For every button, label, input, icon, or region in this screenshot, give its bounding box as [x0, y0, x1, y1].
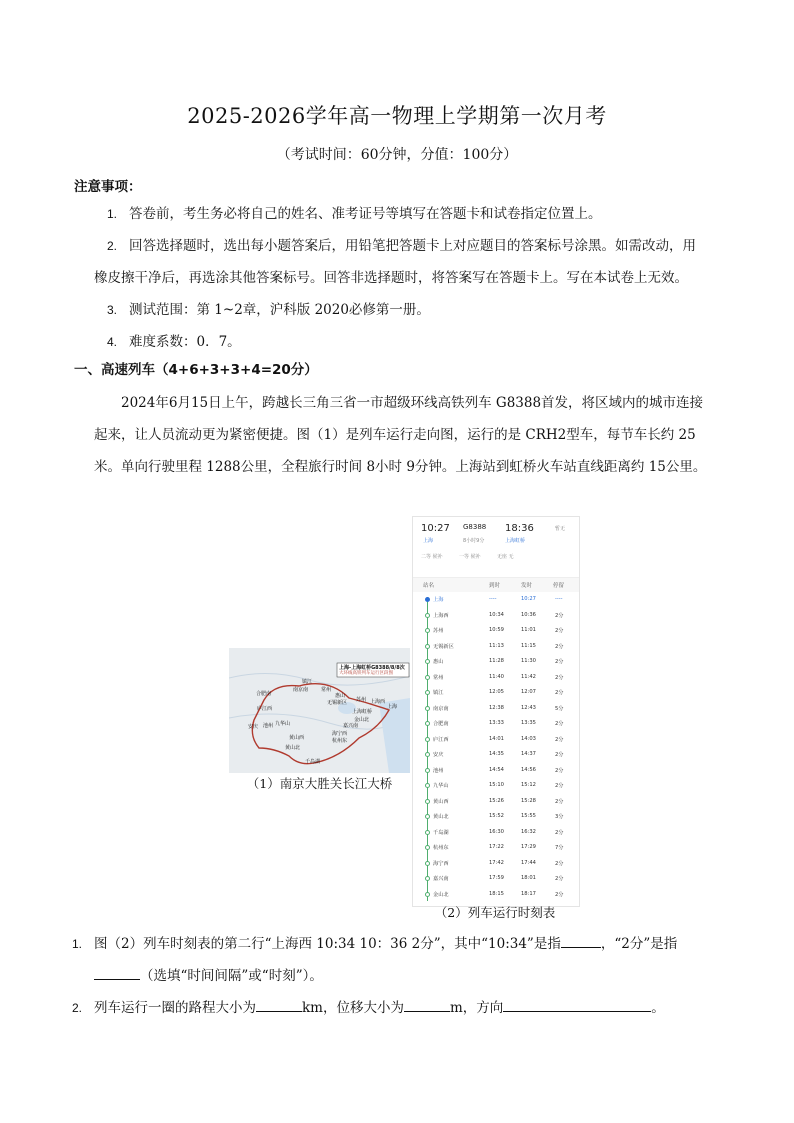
stop-duration: 3分	[555, 814, 564, 820]
city-label: 九华山	[275, 721, 291, 727]
map-subtitle: 大环线高铁列车运行区段图	[339, 671, 393, 676]
station-dot-icon	[425, 814, 430, 819]
station-name: 合肥南	[433, 721, 449, 727]
section-paragraph: 2024年6月15日上午，跨越长三角三省一市超级环线高铁列车 G8388首发，将区域内的城市连接起来，让人员流动更为紧密便捷。图（1）是列车运行走向图，运行的是 CRH2型车，每节车长约 25米。单向行驶里程 1288公里，全程旅行时间 8小时 9分钟。上海站到虹桥火车站直线距离约 15公里。	[94, 395, 707, 475]
trip-duration: 8小时9分	[463, 538, 485, 544]
depart-time: 17:29	[521, 844, 536, 850]
arrive-time: 14:54	[489, 766, 504, 773]
station-name: 上海	[433, 597, 444, 603]
station-dot-icon	[425, 783, 430, 788]
stop-duration: 2分	[555, 767, 564, 774]
origin-station: 上海	[423, 538, 434, 544]
station-name: 常州	[433, 674, 444, 681]
city-label: 金山北	[354, 717, 370, 723]
arrive-time: 15:52	[489, 813, 504, 819]
city-label: 杭州东	[332, 738, 348, 744]
answer-blank[interactable]	[404, 997, 450, 1012]
depart-time: 10:27	[521, 596, 536, 602]
figure2-caption: （2）列车运行时刻表	[434, 905, 556, 920]
station-name: 池州	[433, 767, 444, 774]
city-label: 上海	[387, 704, 398, 710]
stop-duration: 2分	[555, 829, 564, 836]
answer-blank[interactable]	[561, 933, 601, 948]
stop-duration: 2分	[555, 752, 564, 758]
station-name: 千岛湖	[433, 829, 449, 836]
arrive-time: 18:15	[489, 890, 504, 897]
route-map-image	[229, 648, 410, 773]
depart-time: 10:36	[521, 611, 536, 618]
timetable-row	[413, 763, 579, 779]
column-header: 到时	[489, 583, 501, 589]
arrive-time: 15:10	[489, 782, 504, 788]
timetable-rows	[413, 592, 579, 907]
depart-time: 16:32	[521, 828, 536, 835]
station-name: 嘉兴南	[433, 876, 449, 882]
notice-item: 1. 答卷前，考生务必将自己的姓名、准考证号等填写在答题卡和试卷指定位置上。	[107, 206, 602, 222]
station-dot-icon	[425, 706, 430, 711]
timetable-header	[413, 517, 579, 578]
depart-time: 14:37	[521, 751, 536, 757]
timetable-image	[412, 516, 580, 907]
stop-duration: 2分	[555, 798, 564, 805]
station-name: 镇江	[433, 690, 444, 696]
column-header: 站名	[423, 583, 435, 589]
depart-time: 15:55	[521, 813, 536, 819]
stop-duration: 2分	[555, 860, 564, 867]
stop-duration: 2分	[555, 643, 564, 650]
timetable-row	[413, 685, 579, 701]
depart-time: 17:44	[521, 859, 536, 866]
notice-item: 2. 回答选择题时，选出每小题答案后，用铅笔把答题卡上对应题目的答案标号涂黑。如需改动，用	[107, 238, 696, 254]
station-dot-icon	[425, 830, 430, 835]
station-dot-icon	[425, 628, 430, 633]
city-label: 惠山	[335, 693, 346, 699]
station-name: 上海西	[433, 612, 449, 619]
depart-time: 18:17	[521, 890, 536, 897]
timetable-row	[413, 670, 579, 686]
arrive-time: 17:59	[489, 875, 504, 881]
city-label: 黄山西	[289, 735, 305, 741]
station-name: 黄山西	[433, 798, 449, 805]
stop-duration: 2分	[555, 628, 564, 634]
station-name: 海宁西	[433, 860, 449, 867]
station-name: 南京南	[433, 705, 449, 712]
stop-duration: 2分	[555, 891, 564, 898]
depart-time: 11:42	[521, 673, 536, 680]
city-label: 合肥南	[256, 691, 272, 697]
notice-item: 3. 测试范围：第 1~2章，沪科版 2020必修第一册。	[107, 302, 430, 318]
section-heading: 一、高速列车（4+6+3+3+4=20分）	[74, 362, 318, 378]
stop-duration: 5分	[555, 705, 564, 712]
depart-time: 13:35	[521, 720, 536, 726]
station-dot-icon	[425, 675, 430, 680]
stop-duration: 2分	[555, 659, 564, 665]
seat-class: 无座 无	[497, 554, 514, 560]
timetable-row	[413, 825, 579, 841]
stop-duration: 2分	[555, 690, 564, 696]
timetable-columns	[413, 578, 579, 592]
answer-blank[interactable]	[503, 997, 651, 1012]
arrive-time: 17:42	[489, 859, 504, 866]
city-label: 庐江西	[257, 706, 273, 712]
stop-duration: 7分	[555, 845, 564, 851]
station-dot-icon	[425, 768, 430, 773]
extra-note: 暂无	[555, 526, 566, 532]
station-dot-icon	[425, 690, 430, 695]
station-name: 无锡新区	[433, 643, 454, 650]
station-dot-icon	[425, 597, 430, 602]
city-label: 上海虹桥	[352, 709, 373, 715]
arrive-time: 12:38	[489, 704, 504, 711]
destination-station: 上海虹桥	[505, 538, 526, 544]
depart-time: 14:56	[521, 766, 536, 773]
arrive-time: 11:28	[489, 658, 504, 664]
column-header: 停留	[553, 583, 565, 589]
timetable-row	[413, 747, 579, 763]
city-label: 南京南	[293, 687, 309, 693]
station-name: 九华山	[433, 783, 449, 789]
station-dot-icon	[425, 721, 430, 726]
station-name: 惠山	[433, 659, 444, 665]
question-1-continued: （选填“时间间隔”或“时刻”）。	[94, 960, 754, 992]
city-label: 池州	[263, 723, 274, 729]
train-number: G8388	[463, 523, 487, 531]
timetable-row	[413, 623, 579, 639]
timetable-row	[413, 840, 579, 856]
station-dot-icon	[425, 876, 430, 881]
page-title: 2025-2026学年高一物理上学期第一次月考	[187, 104, 607, 128]
station-dot-icon	[425, 752, 430, 757]
arrive-time: 14:01	[489, 735, 504, 742]
station-name: 黄山北	[433, 814, 449, 820]
timetable-row	[413, 654, 579, 670]
city-label: 安庆	[248, 724, 259, 730]
timetable-row	[413, 732, 579, 748]
timetable-row	[413, 794, 579, 810]
arrive-time: 15:26	[489, 797, 504, 804]
column-header: 发时	[521, 583, 533, 589]
stop-duration: 2分	[555, 612, 564, 619]
stop-duration: 2分	[555, 736, 564, 743]
seat-class: 一等 候补	[459, 554, 481, 560]
city-label: 海宁西	[332, 731, 348, 737]
depart-time: 12:43	[521, 704, 536, 711]
station-name: 安庆	[433, 752, 444, 758]
arrive-time: 12:05	[489, 689, 504, 695]
depart-time: 15:12	[521, 782, 536, 788]
timetable-row	[413, 871, 579, 887]
station-dot-icon	[425, 799, 430, 804]
stop-duration: 2分	[555, 674, 564, 681]
station-dot-icon	[425, 737, 430, 742]
answer-blank[interactable]	[94, 965, 140, 980]
arrive-time: 11:40	[489, 673, 504, 680]
depart-time: 14:03	[521, 735, 536, 742]
station-name: 金山北	[433, 891, 449, 898]
city-label: 千岛湖	[305, 759, 321, 765]
arrive-time: 17:22	[489, 844, 504, 850]
figure1-caption: （1）南京大胜关长江大桥	[246, 776, 393, 791]
city-label: 苏州	[356, 697, 367, 703]
station-name: 苏州	[433, 628, 444, 634]
depart-time: 18:01	[521, 875, 536, 881]
answer-blank[interactable]	[256, 997, 302, 1012]
station-dot-icon	[425, 845, 430, 850]
city-label: 镇江	[302, 679, 313, 685]
arrive-time: 16:30	[489, 828, 504, 835]
timetable-row	[413, 856, 579, 872]
timetable-row	[413, 639, 579, 655]
timetable-row	[413, 608, 579, 624]
depart-time: 11:15	[521, 642, 536, 649]
timetable-row	[413, 592, 579, 608]
arrive-time: 10:59	[489, 627, 504, 633]
stop-duration: 2分	[555, 783, 564, 789]
station-dot-icon	[425, 659, 430, 664]
depart-time: 15:28	[521, 797, 536, 804]
notice-item: 4. 难度系数：0．7。	[107, 334, 241, 350]
station-dot-icon	[425, 644, 430, 649]
stop-duration: ----	[555, 596, 563, 602]
map-title: 上海-上海虹桥G8388/8/8次	[339, 665, 405, 671]
question-2: 2. 列车运行一圈的路程大小为 km，位移大小为 m，方向 。	[72, 992, 732, 1024]
depart-time: 12:07	[521, 689, 536, 695]
stop-duration: 2分	[555, 721, 564, 727]
city-label: 无锡新区	[327, 700, 348, 706]
arrival-time: 18:36	[505, 523, 534, 534]
notice-heading: 注意事项：	[74, 179, 142, 195]
city-label: 黄山北	[285, 745, 301, 751]
depart-time: 11:01	[521, 627, 536, 633]
timetable-row	[413, 716, 579, 732]
stop-duration: 2分	[555, 876, 564, 882]
station-name: 杭州东	[433, 845, 449, 851]
question-1: 1. 图（2）列车时刻表的第二行“上海西 10:34 10：36 2分”，其中“10:34”是指 ，“2分”是指	[72, 928, 732, 960]
timetable-row	[413, 809, 579, 825]
city-label: 常州	[321, 687, 332, 693]
arrive-time: ----	[489, 596, 497, 602]
arrive-time: 13:33	[489, 720, 504, 726]
station-name: 庐江西	[433, 736, 449, 743]
departure-time: 10:27	[421, 523, 450, 534]
timetable-row	[413, 887, 579, 903]
city-label: 上海西	[370, 699, 386, 705]
station-dot-icon	[425, 892, 430, 897]
seat-class: 二等 候补	[421, 554, 443, 560]
arrive-time: 10:34	[489, 611, 504, 618]
exam-info: （考试时间：60分钟，分值：100分）	[276, 147, 518, 163]
depart-time: 11:30	[521, 658, 536, 664]
timetable-row	[413, 701, 579, 717]
timetable-row	[413, 778, 579, 794]
station-dot-icon	[425, 613, 430, 618]
notice-item-continued: 橡皮擦干净后，再选涂其他答案标号。回答非选择题时，将答案写在答题卡上。写在本试卷上无效。	[94, 270, 688, 286]
arrive-time: 14:35	[489, 751, 504, 757]
station-dot-icon	[425, 861, 430, 866]
city-label: 嘉兴南	[343, 723, 359, 729]
arrive-time: 11:13	[489, 642, 504, 649]
